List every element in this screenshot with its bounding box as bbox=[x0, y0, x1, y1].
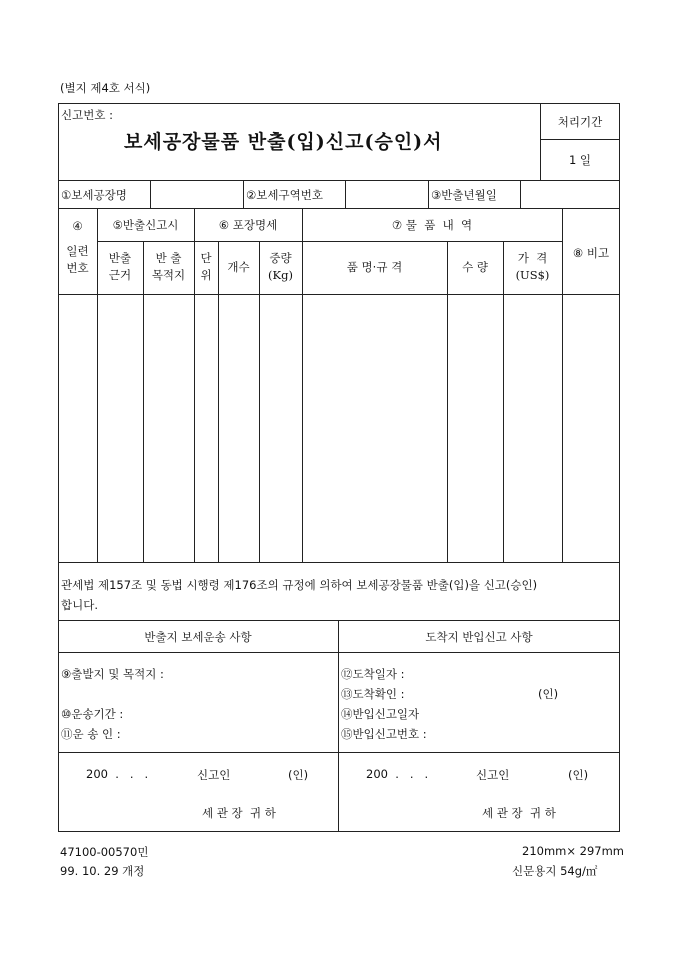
left-signature-date: 200 . . . bbox=[86, 767, 149, 781]
remarks-header: ⑧ 비고 bbox=[572, 246, 610, 260]
unit-header: 단 위 bbox=[200, 251, 212, 282]
right-signature-date: 200 . . . bbox=[366, 767, 429, 781]
goods-detail-header: ⑦ 물 품 내 역 bbox=[391, 218, 473, 232]
basis-header: 반출 근거 bbox=[108, 251, 132, 282]
price-header: 가 격 (US$) bbox=[515, 251, 550, 282]
paper-type: 신문용지 54g/㎡ bbox=[512, 864, 598, 878]
processing-period-value: 1 일 bbox=[568, 153, 592, 167]
zone-number-label: ②보세구역번호 bbox=[246, 188, 323, 202]
arrival-date-field: ⑫도착일자 : bbox=[341, 667, 405, 681]
packaging-header: ⑥ 포장명세 bbox=[218, 218, 278, 232]
right-declarant-label: 신고인 bbox=[476, 768, 510, 782]
processing-period-label: 처리기간 bbox=[557, 115, 603, 129]
quantity-header: 수 량 bbox=[462, 260, 488, 274]
out-declaration-header: ⑤반출신고시 bbox=[112, 218, 179, 232]
form-label: (별지 제4호 서식) bbox=[60, 81, 151, 95]
name-spec-header: 품 명·규 격 bbox=[346, 260, 403, 274]
serial-number-header: 일련 번호 bbox=[66, 244, 89, 275]
entry-number-field: ⑮반입신고번호 : bbox=[341, 727, 427, 741]
declaration-statement: 관세법 제157조 및 동법 시행령 제176조의 규정에 의하여 보세공장물품 반출(입)을 신고(승인) 합니다. bbox=[61, 578, 538, 612]
left-declarant-seal: (인) bbox=[288, 768, 309, 782]
serial-number-mark: ④ bbox=[72, 219, 83, 233]
left-section-header: 반출지 보세운송 사항 bbox=[144, 630, 252, 644]
form-code: 47100-00570민 bbox=[60, 845, 149, 859]
right-declarant-seal: (인) bbox=[568, 768, 589, 782]
carrier-field: ⑪운 송 인 : bbox=[61, 727, 121, 741]
factory-name-label: ①보세공장명 bbox=[61, 188, 127, 202]
revision-date: 99. 10. 29 개정 bbox=[60, 864, 145, 878]
date-label: ③반출년월일 bbox=[431, 188, 497, 202]
right-section-header: 도착지 반입신고 사항 bbox=[425, 630, 533, 644]
transport-period-field: ⑩운송기간 : bbox=[61, 707, 124, 721]
paper-size: 210mm× 297mm bbox=[522, 844, 625, 858]
destination-header: 반 출 목적지 bbox=[151, 251, 186, 282]
origin-destination-field: ⑨출발지 및 목적지 : bbox=[61, 667, 164, 681]
left-declarant-label: 신고인 bbox=[197, 768, 231, 782]
arrival-confirm-field: ⑬도착확인 : bbox=[341, 687, 405, 701]
form-title: 보세공장물품 반출(입)신고(승인)서 bbox=[124, 131, 443, 153]
arrival-seal: (인) bbox=[538, 687, 559, 701]
left-addressee: 세 관 장 귀 하 bbox=[202, 806, 276, 820]
right-addressee: 세 관 장 귀 하 bbox=[482, 806, 556, 820]
weight-header: 중량 (Kg) bbox=[268, 251, 293, 282]
count-header: 개수 bbox=[227, 260, 250, 274]
report-number-label: 신고번호 : bbox=[61, 108, 113, 122]
entry-date-field: ⑭반입신고일자 bbox=[341, 707, 420, 721]
